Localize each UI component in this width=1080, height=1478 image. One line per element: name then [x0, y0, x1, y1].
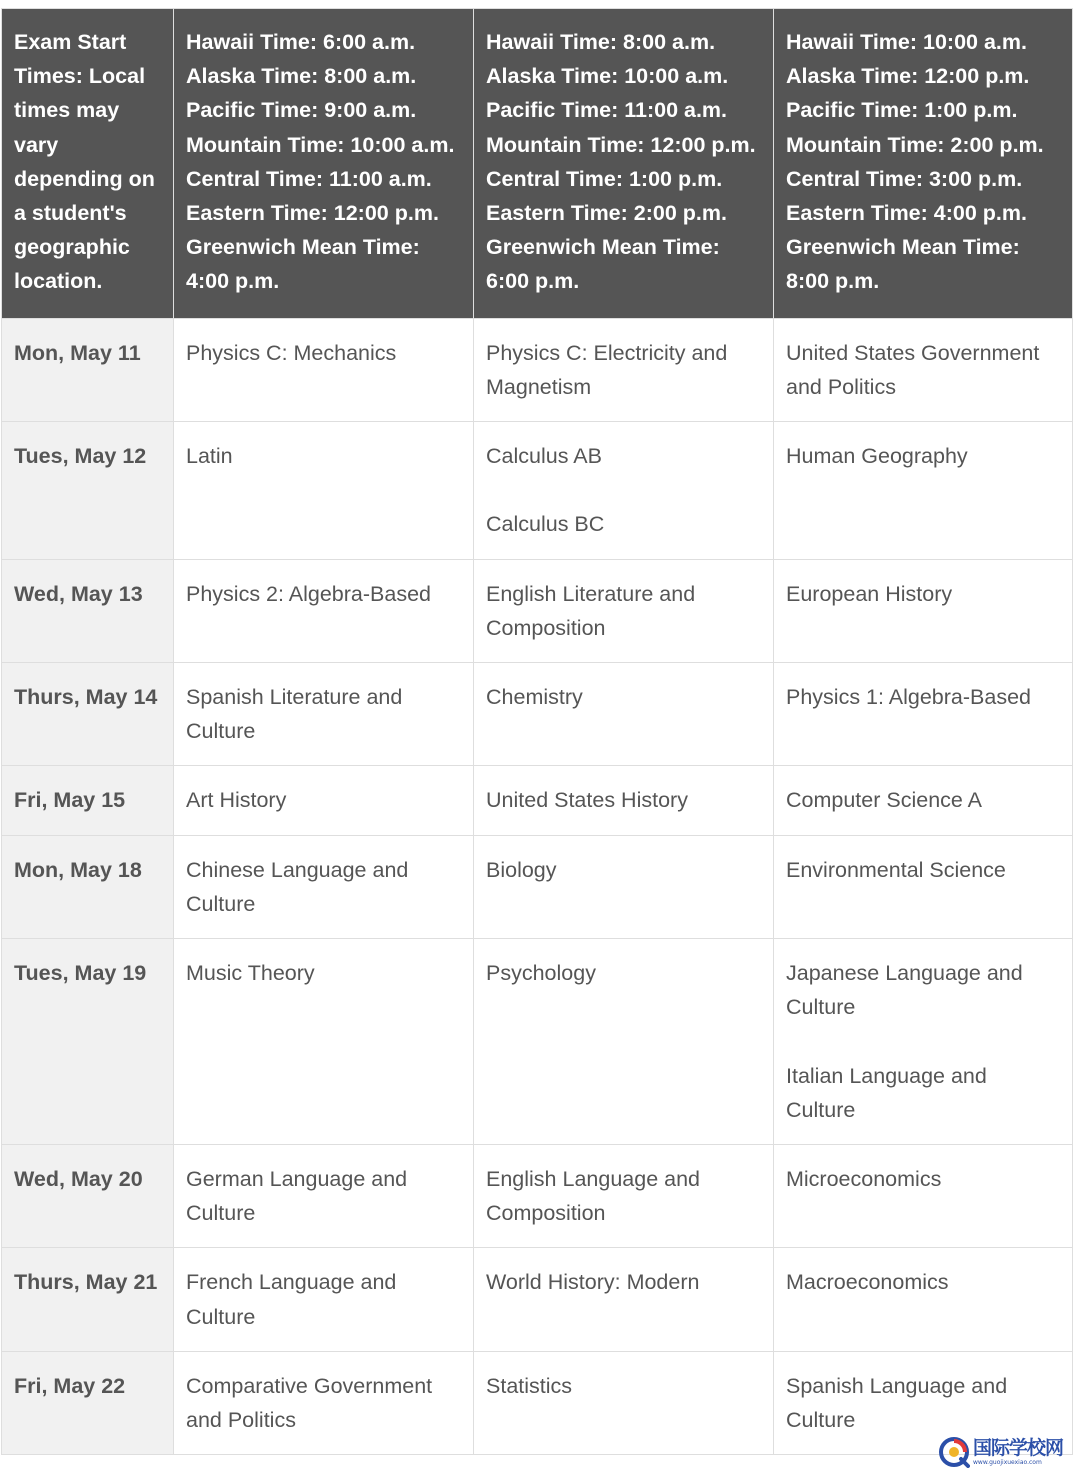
site-watermark	[938, 1432, 1070, 1472]
exam-name: German Language and Culture	[186, 1167, 408, 1226]
exam-name: World History: Modern	[486, 1270, 700, 1295]
exam-cell	[474, 939, 774, 1145]
exam-name: Chemistry	[486, 685, 583, 710]
slot-2-pacific: Pacific Time: 11:00 a.m.	[486, 98, 728, 123]
exam-name: Art History	[186, 788, 287, 813]
table-row	[2, 939, 1073, 1145]
exam-cell	[174, 663, 474, 766]
exam-name: United States History	[486, 788, 688, 813]
slot-1-pacific: Pacific Time: 9:00 a.m.	[186, 98, 417, 123]
slot-3-eastern: Eastern Time: 4:00 p.m.	[786, 201, 1027, 226]
exam-name: Statistics	[486, 1373, 573, 1398]
slot-1-hawaii: Hawaii Time: 6:00 a.m.	[186, 30, 416, 54]
exam-cell	[474, 559, 774, 662]
date-cell: Fri, May 22	[2, 1351, 174, 1454]
exam-cell	[474, 1145, 774, 1248]
exam-cell	[474, 766, 774, 835]
slot-2-mountain: Mountain Time: 12:00 p.m.	[486, 132, 756, 157]
exam-schedule-table	[1, 8, 1073, 1455]
exam-cell	[174, 1145, 474, 1248]
slot-1-eastern: Eastern Time: 12:00 p.m.	[186, 201, 439, 226]
slot-1-alaska: Alaska Time: 8:00 a.m.	[186, 64, 417, 89]
date-cell: Tues, May 19	[2, 939, 174, 1145]
table-row	[2, 1248, 1073, 1351]
exam-cell	[774, 939, 1073, 1145]
exam-cell	[774, 559, 1073, 662]
exam-cell	[474, 318, 774, 421]
table-body	[2, 318, 1073, 1455]
exam-name: Physics C: Electricity and Magnetism	[486, 340, 728, 399]
exam-cell	[174, 559, 474, 662]
exam-cell	[474, 663, 774, 766]
table-header	[2, 9, 1073, 319]
table-row	[2, 766, 1073, 835]
slot-2-gmt: Greenwich Mean Time: 6:00 p.m.	[486, 235, 720, 294]
exam-cell	[774, 318, 1073, 421]
slot-3-gmt: Greenwich Mean Time: 8:00 p.m.	[786, 235, 1020, 294]
watermark-url: www.guojixuexiao.com	[973, 1458, 1042, 1466]
date-cell: Thurs, May 21	[2, 1248, 174, 1351]
exam-name: Calculus AB	[486, 444, 602, 469]
slot-2-eastern: Eastern Time: 2:00 p.m.	[486, 201, 727, 226]
exam-name: Music Theory	[186, 961, 315, 986]
exam-cell	[174, 422, 474, 560]
exam-name: Microeconomics	[786, 1167, 942, 1192]
exam-cell	[474, 1248, 774, 1351]
exam-name: European History	[786, 581, 953, 606]
slot-2-alaska: Alaska Time: 10:00 a.m.	[486, 64, 729, 89]
table-row	[2, 1351, 1073, 1454]
exam-cell	[774, 663, 1073, 766]
slot-3-central: Central Time: 3:00 p.m.	[786, 166, 1023, 191]
exam-name: English Language and Composition	[486, 1167, 700, 1226]
exam-name: Physics C: Mechanics	[186, 340, 397, 365]
exam-name: Japanese Language and Culture	[786, 961, 1023, 1020]
table-row	[2, 422, 1073, 560]
slot-3-pacific: Pacific Time: 1:00 p.m.	[786, 98, 1018, 123]
date-cell: Thurs, May 14	[2, 663, 174, 766]
slot-2-hawaii: Hawaii Time: 8:00 a.m.	[486, 30, 716, 54]
table-row	[2, 1145, 1073, 1248]
slot-3-mountain: Mountain Time: 2:00 p.m.	[786, 132, 1044, 157]
exam-name: Biology	[486, 857, 557, 882]
exam-name: Spanish Language and Culture	[786, 1373, 1008, 1433]
header-slot-3	[774, 9, 1073, 319]
exam-cell	[474, 1351, 774, 1454]
exam-name: Psychology	[486, 961, 596, 986]
exam-cell	[774, 1145, 1073, 1248]
exam-name: Physics 2: Algebra-Based	[186, 581, 431, 606]
header-row	[2, 9, 1073, 319]
table-row	[2, 318, 1073, 421]
exam-name: English Literature and Composition	[486, 581, 696, 640]
exam-name: French Language and Culture	[186, 1270, 397, 1329]
exam-cell	[774, 422, 1073, 560]
watermark-title: 国际学校网	[973, 1436, 1064, 1459]
exam-name: Environmental Science	[786, 857, 1006, 882]
exam-cell	[174, 766, 474, 835]
date-cell: Fri, May 15	[2, 766, 174, 835]
date-cell: Mon, May 18	[2, 835, 174, 938]
exam-name: Chinese Language and Culture	[186, 857, 409, 916]
exam-name: Latin	[186, 444, 233, 469]
exam-cell	[774, 835, 1073, 938]
exam-cell	[474, 835, 774, 938]
table-row	[2, 559, 1073, 662]
slot-1-central: Central Time: 11:00 a.m.	[186, 166, 432, 191]
date-cell: Tues, May 12	[2, 422, 174, 560]
table-row	[2, 835, 1073, 938]
slot-1-mountain: Mountain Time: 10:00 a.m.	[186, 132, 455, 157]
exam-cell	[774, 766, 1073, 835]
exam-cell	[774, 1248, 1073, 1351]
slot-1-gmt: Greenwich Mean Time: 4:00 p.m.	[186, 235, 420, 294]
exam-cell	[174, 835, 474, 938]
slot-3-hawaii: Hawaii Time: 10:00 a.m.	[786, 30, 1027, 54]
date-cell: Mon, May 11	[2, 318, 174, 421]
exam-name: Computer Science A	[786, 788, 982, 813]
header-label-cell	[2, 9, 174, 319]
exam-cell	[474, 422, 774, 560]
exam-cell	[174, 939, 474, 1145]
date-cell: Wed, May 13	[2, 559, 174, 662]
slot-3-alaska: Alaska Time: 12:00 p.m.	[786, 64, 1030, 89]
exam-name: Human Geography	[786, 444, 968, 469]
slot-2-central: Central Time: 1:00 p.m.	[486, 166, 723, 191]
date-cell: Wed, May 20	[2, 1145, 174, 1248]
header-slot-1	[174, 9, 474, 319]
exam-name: Macroeconomics	[786, 1270, 949, 1295]
exam-name: Physics 1: Algebra-Based	[786, 685, 1031, 710]
exam-cell	[174, 1248, 474, 1351]
header-slot-2	[474, 9, 774, 319]
watermark-logo-icon	[938, 1436, 970, 1468]
exam-name: Calculus BC	[486, 512, 605, 537]
exam-name: United States Government and Politics	[786, 340, 1040, 399]
header-label-text: Exam Start Times: Local times may vary depending on a student's geographic location.	[14, 30, 155, 294]
exam-name: Comparative Government and Politics	[186, 1373, 433, 1433]
table-row	[2, 663, 1073, 766]
exam-schedule	[1, 8, 1072, 1455]
exam-name: Spanish Literature and Culture	[186, 685, 403, 744]
exam-cell	[174, 318, 474, 421]
exam-cell	[174, 1351, 474, 1454]
exam-name: Italian Language and Culture	[786, 1063, 987, 1122]
